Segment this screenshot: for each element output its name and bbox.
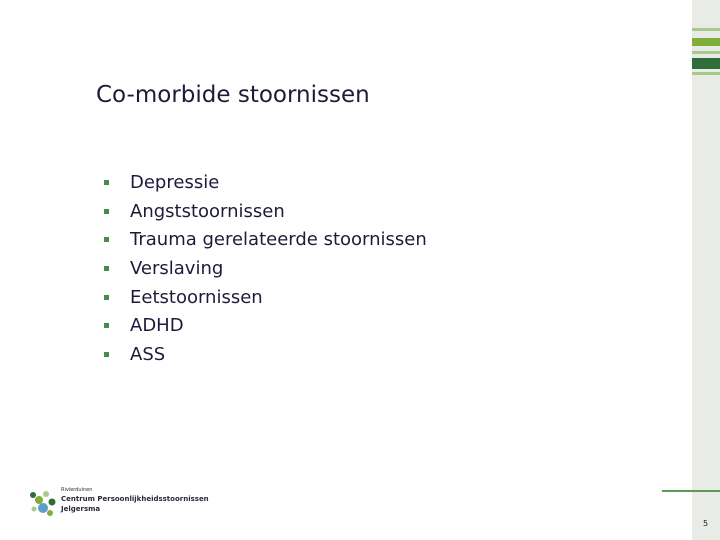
list-item bbox=[104, 197, 427, 226]
bullet-marker bbox=[104, 323, 109, 328]
bullet-list bbox=[104, 168, 427, 369]
footer-divider bbox=[662, 490, 720, 492]
bullet-marker bbox=[104, 352, 109, 357]
list-item-text: ASS bbox=[130, 343, 166, 365]
decorative-stripe bbox=[692, 72, 720, 75]
logo-text bbox=[61, 487, 209, 514]
list-item-text: Trauma gerelateerde stoornissen bbox=[130, 229, 427, 251]
list-item-text: ADHD bbox=[130, 315, 184, 337]
logo bbox=[26, 487, 209, 521]
list-item bbox=[104, 254, 427, 283]
bullet-marker bbox=[104, 266, 109, 271]
list-item-text: Angststoornissen bbox=[130, 200, 285, 222]
list-item-text: Eetstoornissen bbox=[130, 286, 263, 308]
decorative-stripe bbox=[692, 58, 720, 69]
page-number: 5 bbox=[703, 519, 709, 528]
decorative-stripe bbox=[692, 28, 720, 31]
logo-line-2: Centrum Persoonlijkheidsstoornissen bbox=[61, 495, 209, 503]
logo-dots-icon bbox=[26, 487, 60, 521]
logo-line-3: Jelgersma bbox=[61, 505, 101, 513]
bullet-marker bbox=[104, 295, 109, 300]
decorative-stripe bbox=[692, 51, 720, 54]
list-item bbox=[104, 283, 427, 312]
decorative-stripe bbox=[692, 38, 720, 46]
bullet-marker bbox=[104, 209, 109, 214]
list-item-text: Verslaving bbox=[130, 257, 224, 279]
decorative-side-band bbox=[692, 0, 720, 540]
list-item bbox=[104, 340, 427, 369]
list-item bbox=[104, 168, 427, 197]
bullet-marker bbox=[104, 237, 109, 242]
list-item bbox=[104, 311, 427, 340]
bullet-marker bbox=[104, 180, 109, 185]
logo-line-1: Rivierduinen bbox=[61, 487, 93, 493]
list-item-text: Depressie bbox=[130, 171, 220, 193]
slide-title: Co-morbide stoornissen bbox=[96, 82, 370, 108]
list-item bbox=[104, 225, 427, 254]
